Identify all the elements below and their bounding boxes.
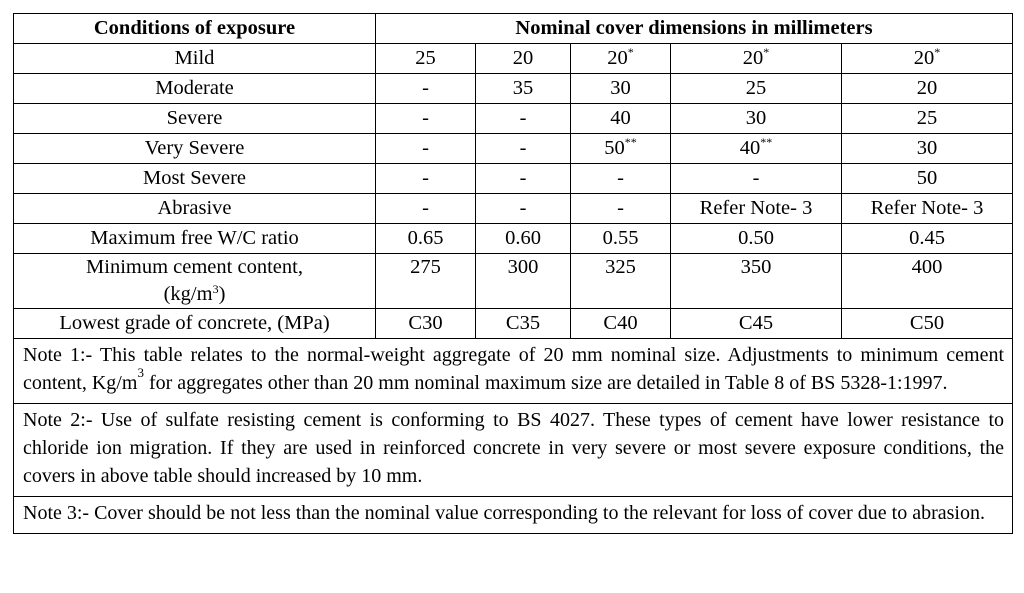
- table-cell: [842, 164, 1013, 194]
- table-cell: [671, 224, 842, 254]
- header-conditions: Conditions of exposure: [14, 14, 376, 44]
- cell-value: 30: [916, 137, 938, 159]
- cell-value: 20: [916, 77, 938, 99]
- table-cell: [571, 74, 671, 104]
- table-cell: [376, 44, 476, 74]
- cell-value: 0.60: [505, 227, 541, 249]
- cell-value: 25: [916, 107, 938, 129]
- table-cell: [476, 134, 571, 164]
- table-cell: 400: [842, 254, 1013, 309]
- table-cell: C50: [842, 309, 1013, 339]
- note-2: [14, 404, 1013, 497]
- table-cell: C30: [376, 309, 476, 339]
- note-1: [14, 339, 1013, 404]
- table-cell: [376, 194, 476, 224]
- table-row-min-cement: [14, 254, 1013, 309]
- table-cell: [571, 104, 671, 134]
- table-cell: [476, 74, 571, 104]
- table-cell: [376, 104, 476, 134]
- table-cell: [842, 44, 1013, 74]
- table-cell: [571, 164, 671, 194]
- table-cell: [476, 224, 571, 254]
- table-cell: [842, 134, 1013, 164]
- table-cell: [671, 164, 842, 194]
- table-cell: [376, 74, 476, 104]
- header-nominal-cover: Nominal cover dimensions in millimeters: [376, 14, 1013, 44]
- cell-value: 20: [607, 47, 628, 69]
- min-cement-label-line1: Minimum cement content,: [86, 256, 303, 278]
- cell-value: -: [422, 167, 429, 189]
- row-label: [14, 254, 376, 309]
- row-label: Maximum free W/C ratio: [14, 224, 376, 254]
- cell-value: -: [422, 77, 429, 99]
- table-cell: [476, 194, 571, 224]
- cell-footnote-mark: *: [763, 45, 770, 59]
- cell-value: 50: [916, 167, 938, 189]
- table-cell: [476, 104, 571, 134]
- table-row: [14, 224, 1013, 254]
- cell-value: -: [519, 167, 527, 189]
- table-row-lowest-grade: [14, 309, 1013, 339]
- note-2-text: Note 2:- Use of sulfate resisting cement is conforming to BS 4027. These types of cement have lower resistance to chloride ion migration. If they are used in reinforced concrete in very severe or most severe exposure conditions, the covers in above table should increased by 10 mm.: [23, 409, 1005, 487]
- table-cell: [842, 104, 1013, 134]
- cell-footnote-mark: **: [760, 135, 773, 149]
- cell-value: -: [519, 197, 527, 219]
- table-cell: [571, 194, 671, 224]
- cell-value: 0.65: [407, 227, 444, 249]
- table-cell: [671, 74, 842, 104]
- table-cell: [571, 224, 671, 254]
- table-cell: 350: [671, 254, 842, 309]
- cell-value: 35: [512, 77, 534, 99]
- row-label: Severe: [14, 104, 376, 134]
- min-cement-label-end: ): [218, 283, 226, 305]
- note-1-sup: 3: [137, 365, 144, 380]
- table-cell: [842, 194, 1013, 224]
- table-cell: C35: [476, 309, 571, 339]
- table-cell: C45: [671, 309, 842, 339]
- table-cell: [671, 104, 842, 134]
- cell-value: 30: [610, 77, 631, 99]
- table-cell: [376, 164, 476, 194]
- cell-value: 30: [745, 107, 767, 129]
- table-row: [14, 134, 1013, 164]
- cell-value: -: [617, 197, 624, 219]
- cell-value: -: [752, 167, 760, 189]
- cell-value: 25: [745, 77, 767, 99]
- table-cell: [571, 44, 671, 74]
- table-cell: [842, 224, 1013, 254]
- cell-value: 40: [739, 137, 761, 159]
- note-1-text-a: Note 1:- This table relates to the normal-weight aggregate of 20 mm nominal size. Adjustments to minimum cement content, Kg/m: [23, 344, 1005, 394]
- note-row-3: [14, 497, 1013, 534]
- row-label: Lowest grade of concrete, (MPa): [14, 309, 376, 339]
- cell-footnote-mark: *: [934, 45, 941, 59]
- cell-value: -: [519, 137, 527, 159]
- note-3: [14, 497, 1013, 534]
- cell-value: -: [617, 167, 624, 189]
- table-row: [14, 104, 1013, 134]
- table-cell: [476, 164, 571, 194]
- cell-value: 0.45: [909, 227, 945, 249]
- note-row-1: [14, 339, 1013, 404]
- cell-value: 0.55: [602, 227, 639, 249]
- table-row: [14, 74, 1013, 104]
- min-cement-label-sup: 3: [212, 282, 219, 296]
- row-label: Most Severe: [14, 164, 376, 194]
- cell-value: Refer Note- 3: [699, 197, 813, 219]
- table-cell: [476, 44, 571, 74]
- cell-footnote-mark: *: [627, 45, 634, 59]
- table-row: [14, 194, 1013, 224]
- cell-value: Refer Note- 3: [870, 197, 984, 219]
- table-cell: [671, 44, 842, 74]
- table-cell: C40: [571, 309, 671, 339]
- table-cell: [671, 134, 842, 164]
- cell-value: 25: [415, 47, 436, 69]
- cell-value: 0.50: [738, 227, 774, 249]
- note-3-text: Note 3:- Cover should be not less than the nominal value corresponding to the relevant for loss of cover due to abrasion.: [23, 502, 985, 524]
- row-label: Mild: [14, 44, 376, 74]
- cell-value: -: [519, 107, 527, 129]
- table-cell: 300: [476, 254, 571, 309]
- cell-value: -: [422, 107, 429, 129]
- table-row: [14, 44, 1013, 74]
- cell-value: -: [422, 137, 429, 159]
- table-cell: [671, 194, 842, 224]
- cell-value: -: [422, 197, 429, 219]
- cell-value: 20: [913, 47, 935, 69]
- table-cell: 275: [376, 254, 476, 309]
- table-cell: [842, 74, 1013, 104]
- table-body: [14, 44, 1013, 254]
- row-label: Very Severe: [14, 134, 376, 164]
- note-row-2: [14, 404, 1013, 497]
- cell-value: 20: [742, 47, 764, 69]
- note-1-text-b: for aggregates other than 20 mm nominal maximum size are detailed in Table 8 of BS 5328-1:1997.: [143, 372, 948, 394]
- table-cell: [376, 224, 476, 254]
- table-row: [14, 164, 1013, 194]
- cell-value: 20: [512, 47, 534, 69]
- table-cell: [571, 134, 671, 164]
- cell-value: 40: [610, 107, 631, 129]
- min-cement-label-line2: (kg/m: [163, 283, 213, 305]
- cell-value: 50: [604, 137, 625, 159]
- table-cell: 325: [571, 254, 671, 309]
- exposure-cover-table: [13, 13, 1013, 534]
- row-label: Abrasive: [14, 194, 376, 224]
- table-cell: [376, 134, 476, 164]
- row-label: Moderate: [14, 74, 376, 104]
- header-row: [14, 14, 1013, 44]
- cell-footnote-mark: **: [624, 135, 637, 149]
